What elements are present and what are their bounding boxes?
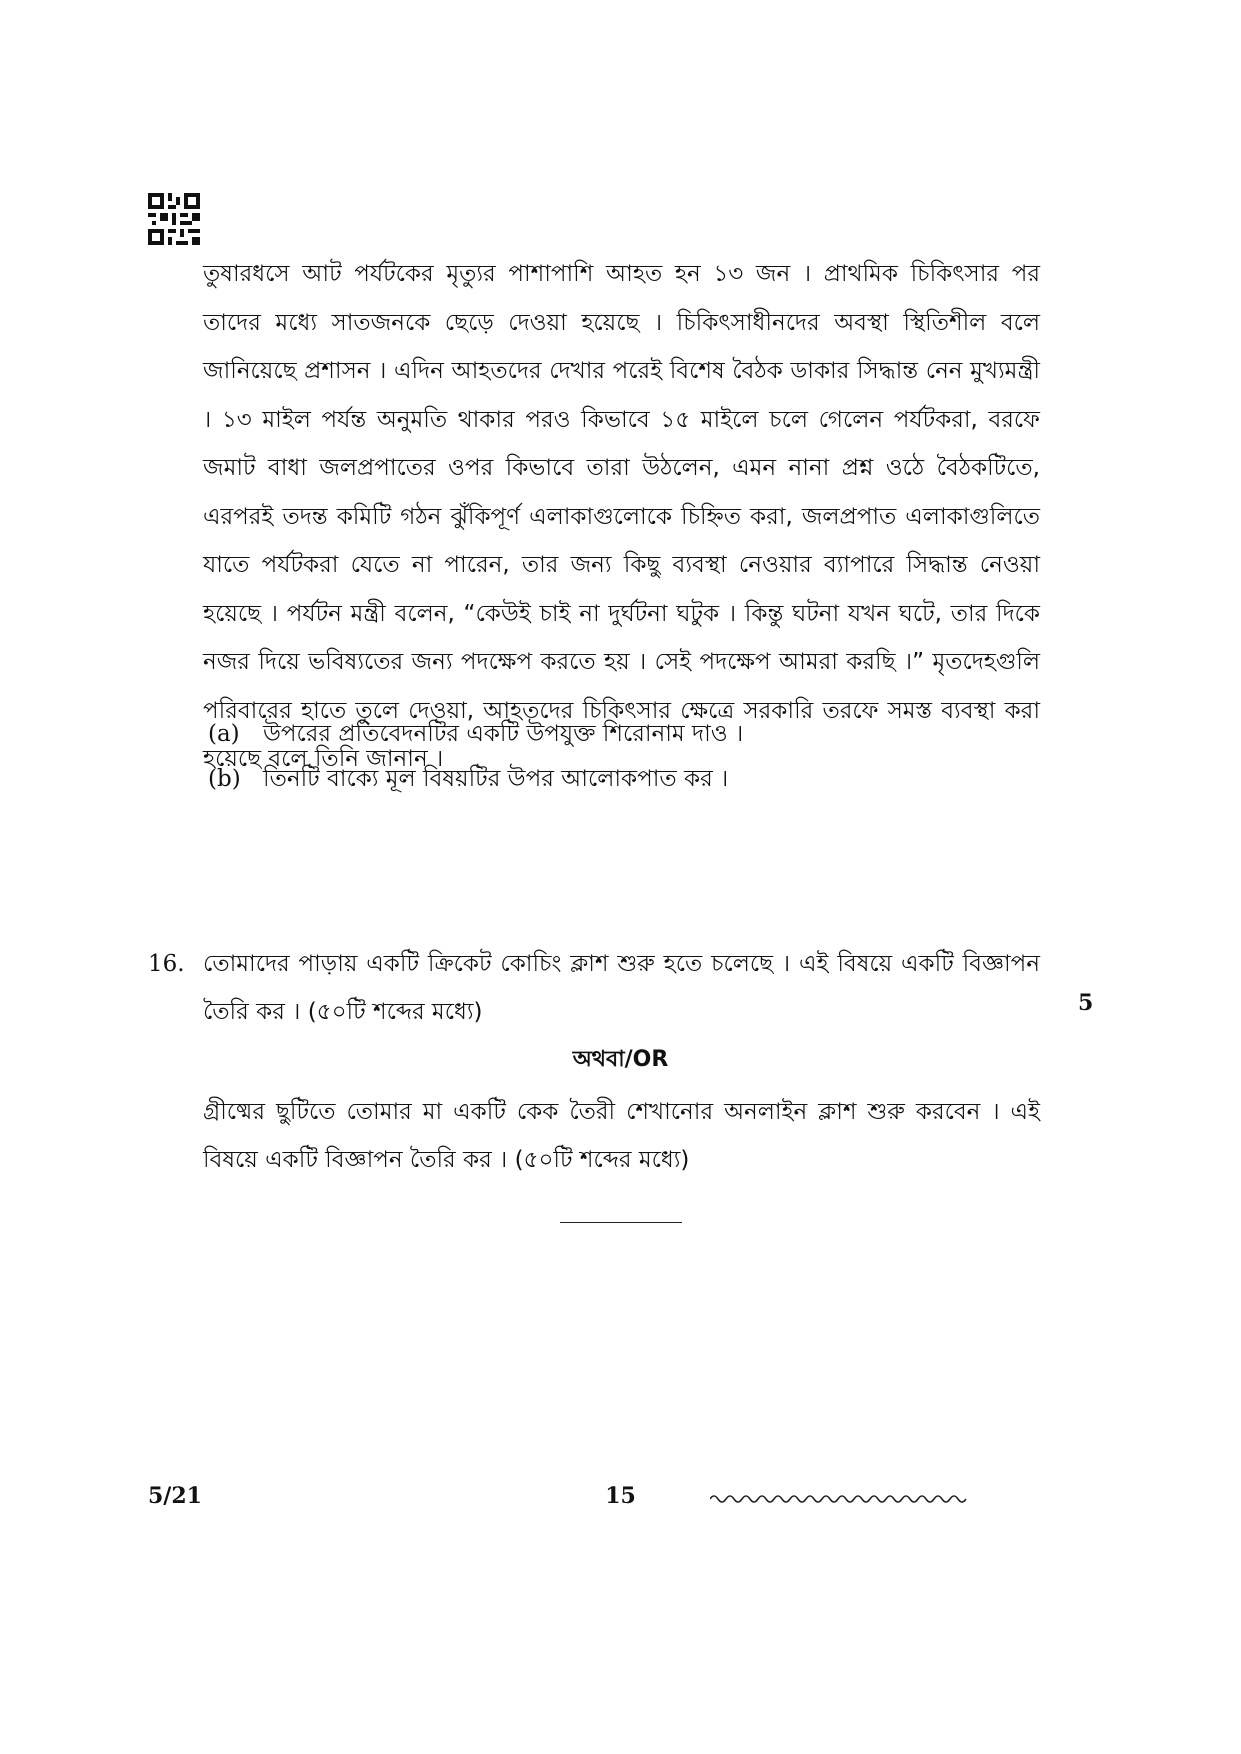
question-16	[148, 940, 1040, 1036]
qr-code-icon	[148, 193, 200, 245]
sub-question-label: (a)	[208, 721, 240, 747]
page-number: 15	[605, 1483, 636, 1509]
paper-code: 5/21	[148, 1483, 202, 1509]
alternative-question-text: গ্রীষ্মের ছুটিতে তোমার মা একটি কেক তৈরী শেখানোর অনলাইন ক্লাশ শুরু করবেন । এই বিষয়ে একটি বিজ্ঞাপন তৈরি কর । (৫০টি শব্দের মধ্যে)	[203, 1099, 1040, 1173]
sub-question-a	[208, 717, 1038, 751]
wavy-line-icon	[710, 1492, 970, 1506]
or-heading: অথবা/OR	[572, 1047, 669, 1072]
question-number: 16.	[148, 951, 185, 977]
question-text: তোমাদের পাড়ায় একটি ক্রিকেট কোচিং ক্লাশ শুরু হতে চলেছে । এই বিষয়ে একটি বিজ্ঞাপন তৈরি কর । (৫০টি শব্দের মধ্যে)	[203, 951, 1040, 1025]
passage-text: তুষারধসে আট পর্যটকের মৃত্যুর পাশাপাশি আহত হন ১৩ জন । প্রাথমিক চিকিৎসার পর তাদের মধ্যে সাতজনকে ছেড়ে দেওয়া হয়েছে । চিকিৎসাধীনদের অবস্থা স্থিতিশীল বলে জানিয়েছে প্রশাসন । এদিন আহতদের দেখার পরেই বিশেষ বৈঠক ডাকার সিদ্ধান্ত নেন মুখ্যমন্ত্রী । ১৩ মাইল পর্যন্ত অনুমতি থাকার পরও কিভাবে ১৫ মাইলে চলে গেলেন পর্যটকরা, বরফে জমাট বাধা জলপ্রপাতের ওপর কিভাবে তারা উঠলেন, এমন নানা প্রশ্ন ওঠে বৈঠকটিতে, এরপরই তদন্ত কমিটি গঠন ঝুঁকিপূর্ণ এলাকাগুলোকে চিহ্নিত করা, জলপ্রপাত এলাকাগুলিতে যাতে পর্যটকরা যেতে না পারেন, তার জন্য কিছু ব্যবস্থা নেওয়ার ব্যাপারে সিদ্ধান্ত নেওয়া হয়েছে । পর্যটন মন্ত্রী বলেন, “কেউই চাই না দুর্ঘটনা ঘটুক । কিন্তু ঘটনা যখন ঘটে, তার দিকে নজর দিয়ে ভবিষ্যতের জন্য পদক্ষেপ করতে হয় । সেই পদক্ষেপ আমরা করছি ।” মৃতদেহগুলি পরিবারের হাতে তুলে দেওয়া, আহতদের চিকিৎসার ক্ষেত্রে সরকারি তরফে সমস্ত ব্যবস্থা করা হয়েছে বলে তিনি জানান ।	[203, 261, 1040, 772]
sub-question-text: উপরের প্রতিবেদনটির একটি উপযুক্ত শিরোনাম দাও ।	[263, 721, 744, 747]
sub-question-text: তিনটি বাক্যে মূল বিষয়টির উপর আলোকপাত কর ।	[263, 766, 729, 792]
end-divider	[560, 1222, 682, 1223]
sub-question-label: (b)	[208, 766, 241, 792]
sub-question-b	[208, 762, 1038, 796]
marks-label: 5	[1078, 990, 1094, 1016]
